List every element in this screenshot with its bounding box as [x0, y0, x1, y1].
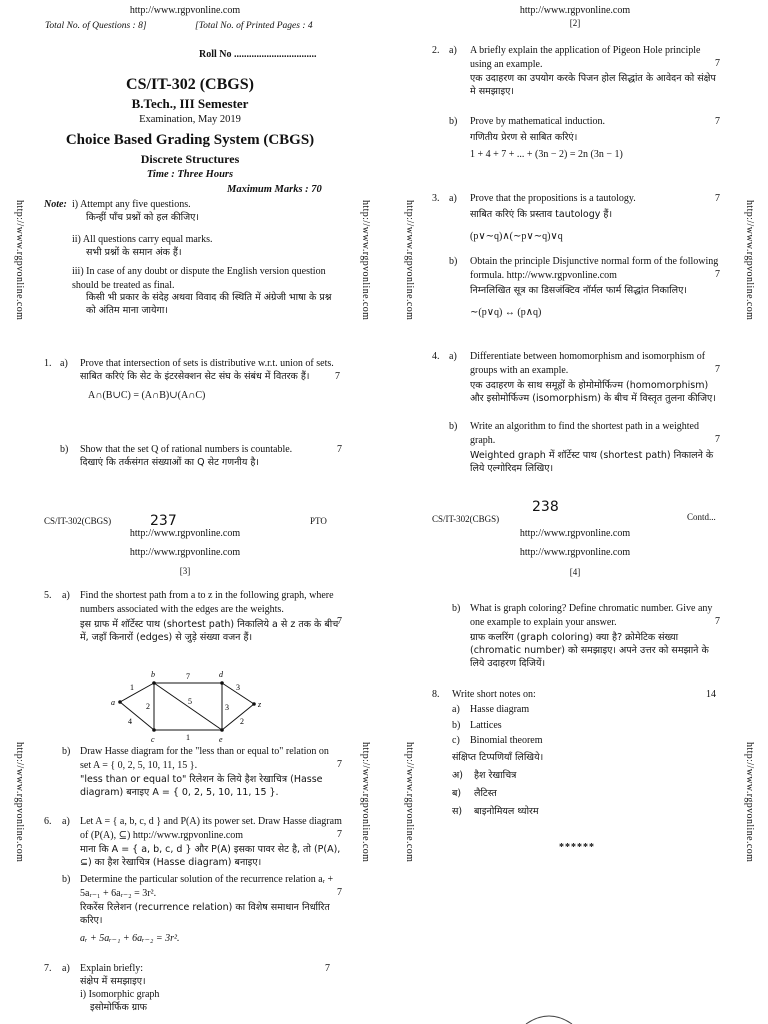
end-marker: ****** [559, 842, 595, 853]
side-watermark-right-bottom: http://www.rgpvonline.com [744, 742, 755, 863]
q8-marks: 14 [706, 689, 716, 700]
node-z: z [258, 700, 262, 709]
q6a-text: Let A = { a, b, c, d } and P(A) its power set. Draw Hasse diagram of (P(A), ⊆) http://www.rgpvonline.com 7 माना कि A = { a, b, c, d } और P(A) इसका पावर सेट है, तो (P(A), ⊆) का हैश रेखाचित्र (Hasse diagram) बनाइए। [80, 816, 342, 868]
page-number-2: [2] [569, 18, 581, 28]
paper-code: CS/IT-302 (CBGS) [126, 76, 254, 93]
note-label: Note: [44, 199, 67, 210]
weight-bc: 2 [146, 702, 150, 711]
q7a-label: a) [62, 963, 70, 974]
note-1: i) Attempt any five questions. किन्हीं पाँच प्रश्नों को हल कीजिए। [72, 199, 200, 223]
q1a-text: Prove that intersection of sets is distributive w.r.t. union of sets. 7 साबित करिएं कि सेट के इंटरसेक्शन सेट संघ के संबंध में वितरक हैं। A∩(B∪C) = (A∩B)∪(A∩C) [80, 358, 340, 402]
course: B.Tech., III Semester [131, 96, 249, 111]
grading-system: Choice Based Grading System (CBGS) [65, 132, 315, 148]
q5-number: 5. [44, 590, 52, 601]
q7-number: 7. [44, 963, 52, 974]
q3b-text: Obtain the principle Disjunctive normal form of the following formula. http://www.rgpvonline.com 7 निम्नलिखित सूत्र का डिसजंक्टिव नॉर्मल फार्म सिद्धांत निकालिए। ∼(p∨q) ↔ (p∧q) [470, 256, 720, 318]
page-number-3: [3] [179, 566, 191, 576]
note-3: iii) In case of any doubt or dispute the English version question should be treated as final. किसी भी प्रकार के संदेह अथवा विवाद की स्थिति में अंग्रेजी भाषा के प्रश्न को अंतिम माना जायेगा। [72, 266, 332, 316]
q2a-text: A briefly explain the application of Pigeon Hole principle using an example. 7 एक उदाहरण का उपयोग करके पिजन होल सिद्धांत के आवेदन को संक्षेप मे समझाइए। [470, 45, 720, 97]
header-url: http://www.rgpvonline.com [129, 547, 241, 558]
side-watermark-mid-left-top: http://www.rgpvonline.com [360, 200, 371, 321]
q5b-text: Draw Hasse diagram for the "less than or equal to" relation on set A = { 0, 2, 5, 10, 11, 15 }. 7 "less than or equal to" रिलेशन के लिये हैश रेखाचित्र (Hasse diagram) बनाइए A = { 0, 2, 5, 10, 11, 15 }. [80, 746, 342, 798]
q7a-text: Explain briefly: 7 संक्षेप में समझाइए। i) Isomorphic graph इसोमोर्फिक ग्राफ [80, 963, 330, 1013]
side-watermark-left-bottom: http://www.rgpvonline.com [14, 742, 25, 863]
handwritten-page-number-237: 237 [150, 513, 177, 529]
node-e: e [219, 735, 223, 744]
node-c: c [151, 735, 155, 744]
q3-number: 3. [432, 193, 440, 204]
q5b-label: b) [62, 746, 71, 757]
contd: Contd... [687, 512, 716, 522]
node-b: b [151, 670, 155, 679]
edge-b-e [154, 683, 222, 730]
edge-a-b [120, 683, 154, 702]
header-url: http://www.rgpvonline.com [129, 528, 241, 539]
node-d: d [219, 670, 223, 679]
scan-arc-decoration [524, 1012, 574, 1024]
footer-code-p2: CS/IT-302(CBGS) [432, 514, 500, 524]
side-watermark-left-top: http://www.rgpvonline.com [14, 200, 25, 321]
q4b-text: Write an algorithm to find the shortest path in a weighted graph. 7 Weighted graph में शॉर्टेस्ट पाथ (shortest path) निकालने के लिये एल्गोरिदम लिखिए। [470, 421, 720, 474]
weight-ez: 2 [240, 717, 244, 726]
q3a-label: a) [449, 193, 457, 204]
side-watermark-right-top: http://www.rgpvonline.com [744, 200, 755, 321]
weight-ac: 4 [128, 717, 132, 726]
q8-number: 8. [432, 689, 440, 700]
pto: PTO [310, 516, 327, 526]
q3b-label: b) [449, 256, 458, 267]
weight-ce: 1 [186, 733, 190, 742]
q5a-label: a) [62, 590, 70, 601]
q6a-label: a) [62, 816, 70, 827]
weight-dz: 3 [236, 683, 240, 692]
header-url: http://www.rgpvonline.com [519, 547, 631, 558]
q4a-label: a) [449, 351, 457, 362]
weighted-graph [108, 668, 268, 748]
max-marks: Maximum Marks : 70 [227, 184, 322, 195]
exam-session: Examination, May 2019 [139, 114, 241, 125]
note-2: ii) All questions carry equal marks. सभी प्रश्नों के समान अंक हैं। [72, 234, 213, 258]
q5a-text: Find the shortest path from a to z in the following graph, where numbers associated with the edges are the weights. 7 इस ग्राफ में शॉर्टेस्ट पाथ (shortest path) निकालिये a से z तक के बीच में, जहाँ किनारों (edges) से जुड़े संख्या वजन हैं। [80, 590, 342, 643]
weight-de: 3 [225, 703, 229, 712]
header-url: http://www.rgpvonline.com [129, 5, 241, 16]
header-url: http://www.rgpvonline.com [519, 528, 631, 539]
time: Time : Three Hours [146, 169, 234, 180]
total-pages: [Total No. of Printed Pages : 4 [195, 21, 313, 31]
q1b-text: Show that the set Q of rational numbers is countable. 7 दिखाएं कि तर्कसंगत संख्याओं का Q सेट गणनीय है। [80, 444, 342, 468]
node-a: a [111, 698, 115, 707]
q2-number: 2. [432, 45, 440, 56]
weight-be: 5 [188, 697, 192, 706]
header-url: http://www.rgpvonline.com [519, 5, 631, 16]
subject: Discrete Structures [140, 152, 240, 166]
q1b-label: b) [60, 444, 69, 455]
handwritten-page-number-238: 238 [532, 499, 559, 515]
q6b-label: b) [62, 874, 71, 885]
q7b-text: What is graph coloring? Define chromatic number. Give any one example to explain your answer. 7 ग्राफ कलरिंग (graph coloring) क्या है? क्रोमेटिक संख्या (chromatic number) को समझाइए। अपने उत्तर को समझाने के लिये उदाहरण दिजियें। [470, 603, 720, 669]
roll-no: Roll No ................................. [199, 49, 317, 60]
q2a-label: a) [449, 45, 457, 56]
q2b-text: Prove by mathematical induction. 7 गणितीय प्रेरण से साबित करिएं। 1 + 4 + 7 + ... + (3n − 2) = 2n (3n − 1) [470, 116, 720, 161]
q3a-text: Prove that the propositions is a tautology. 7 साबित करिएं कि प्रस्ताव tautology हैं। (p∨∼q)∧(∼p∨∼q)∨q [470, 193, 720, 243]
side-watermark-mid-right-bottom: http://www.rgpvonline.com [404, 742, 415, 863]
total-questions: Total No. of Questions : 8] [45, 21, 147, 31]
q2b-label: b) [449, 116, 458, 127]
q1-number: 1. [44, 358, 52, 369]
page-number-4: [4] [569, 567, 581, 577]
q6b-text: Determine the particular solution of the recurrence relation aᵣ + 5aᵣ₋₁ + 6aᵣ₋₂ = 3r². 7 रिकरेंस रिलेशन (recurrence relation) का विशेष समाधान निर्धारित करिए। aᵣ + 5aᵣ₋₁ + 6aᵣ₋₂ = 3r². [80, 874, 342, 944]
weight-ab: 1 [130, 683, 134, 692]
q6-number: 6. [44, 816, 52, 827]
q8-hindi-items: अ) हैश रेखाचित्र ब) लैटिस्त स) बाइनोमियल थ्योरम [452, 770, 539, 817]
q8-items: a) Hasse diagram b) Lattices c) Binomial theorem [452, 704, 543, 746]
q4a-text: Differentiate between homomorphism and isomorphism of groups with an example. 7 एक उदाहरण के साथ समूहों के होमोमोर्फिज्म (homomorphism) और इसोमोर्फिज्म (isomorphism) के बीच में विस्तृत तुलना कीजिए। [470, 351, 720, 404]
q4-number: 4. [432, 351, 440, 362]
weight-bd: 7 [186, 672, 190, 681]
q1a-label: a) [60, 358, 68, 369]
q8-title: Write short notes on: [452, 689, 536, 700]
side-watermark-mid-right-top: http://www.rgpvonline.com [404, 200, 415, 321]
footer-code-p1: CS/IT-302(CBGS) [44, 516, 112, 526]
q8-hindi-title: संक्षिप्त टिप्पणियाँ लिखिये। [452, 752, 544, 763]
q4b-label: b) [449, 421, 458, 432]
q7b-label: b) [452, 603, 461, 614]
side-watermark-mid-left-bottom: http://www.rgpvonline.com [360, 742, 371, 863]
